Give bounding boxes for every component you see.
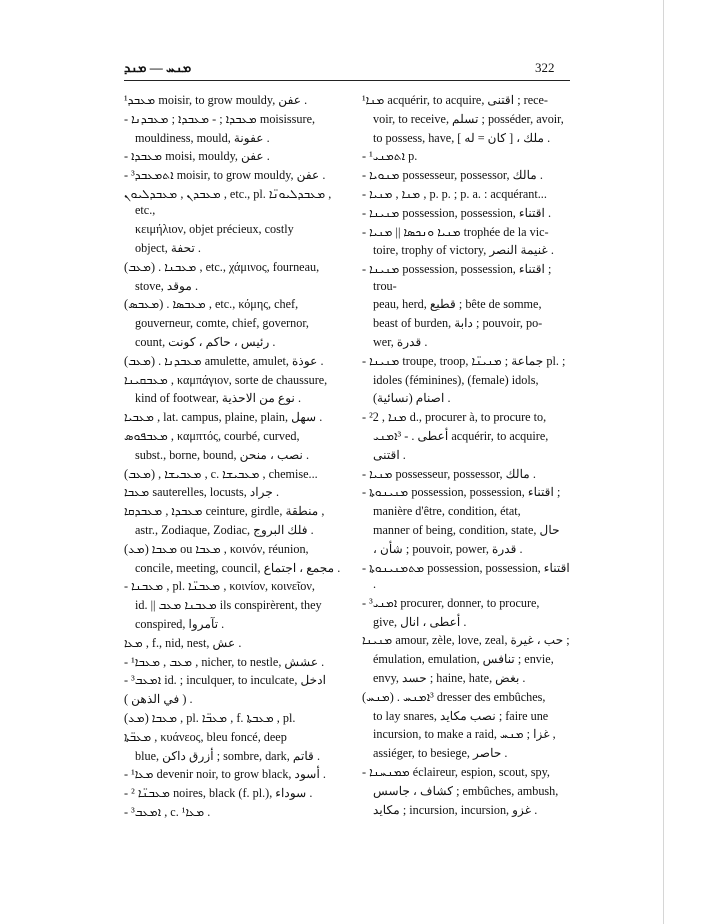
entry-line: (ܡܢܚ) . ³ܐܡܢܚ dresser des embûches, xyxy=(362,689,546,704)
entry-line: ܡܥܒܕܐ , ܡܥܒܕܩܐ ceinture, girdle, منطقة , xyxy=(124,504,325,519)
entry-line: (ܡܥ) ܡܥܒܐ , pl. ܡܥܒ̈ܐ , f. ܡܥܒܬܐ , pl. xyxy=(124,710,296,725)
entry-line: - ܡܢܐ , ܡܢܝܐ , p. p. ; p. a. : acquérant... xyxy=(362,186,547,201)
entry-line: - ܡܢܝܐ possesseur, possessor, مالك . xyxy=(362,466,536,481)
entry-line: count, رئيس ، حاكم ، كونت . xyxy=(135,334,276,349)
entry-line: mouldiness, mould, عفونة . xyxy=(135,130,270,145)
entry-line: - ܡܢܝܢܐ possession, possession, اقتناء ; trou- xyxy=(362,262,552,293)
entry-line: - ܡܡܢܚܢܐ éclaireur, espion, scout, spy, xyxy=(362,764,550,779)
entry-line: toire, trophy of victory, غنيمة النصر . xyxy=(373,243,554,258)
entry-line: اصنام (نسائية) . xyxy=(373,391,451,406)
entry-line: manière d'être, condition, état, xyxy=(373,504,521,519)
entry-line: peau, herd, قطيع ; bête de somme, xyxy=(373,297,542,312)
entry-line: émulation, emulation, تنافس ; envie, xyxy=(373,652,554,667)
entry-line: (ܡܥܒ) , ܡܥܒܝܫܐ , c. ܡܥܒܝܫܐ , chemise... xyxy=(124,466,318,481)
entry-line: - ¹ܡܥܒ , ܡܥܒܐ , nicher, to nestle, عشش . xyxy=(124,654,325,669)
entry-line: envy, حسد ; haine, hate, بغض . xyxy=(373,670,526,685)
entry-line: kind of footwear, نوع من الاحذية . xyxy=(135,391,301,406)
entry-line: - ³ܐܬܡܥܒܕ moisir, to grow mouldy, عفن . xyxy=(124,168,326,183)
entry-line: - ܡܢܝܢܐ possession, possession, اقتناء . xyxy=(362,205,552,220)
entry-line: object, تحفة . xyxy=(135,240,201,255)
entry-line: subst., borne, bound, نصب ، منحن . xyxy=(135,447,310,462)
page-number: 322 xyxy=(535,60,555,75)
entry-line: - ܡܢܝܐ ܘܢܟܣܐ || ܡܢܝܐ trophée de la vic- xyxy=(362,224,549,239)
running-head: ܡܢܚ — ܡܢܕ xyxy=(124,60,192,75)
entry-line: assiéger, to besiege, حاصر . xyxy=(373,746,508,761)
left-column xyxy=(124,92,349,823)
entry-line: ܡܥܒܝܐ , lat. campus, plaine, plain, سهل . xyxy=(124,410,323,425)
entry-line: κειμήλιον, objet précieux, costly xyxy=(135,222,294,237)
page-edge-line xyxy=(663,0,664,924)
entry-line: أعطى . - ³ܐܡܢܝ acquérir, to acquire, xyxy=(373,428,549,443)
entry-line: stove, موقد . xyxy=(135,278,198,293)
entry-line: - ¹ܐܬܡܢܝ p. xyxy=(362,149,418,164)
entry-line: to possess, have, [ كان = له ] ، ملك . xyxy=(373,130,551,145)
entry-line: ܡܥܒ̈ܬܐ , κυάνεος, bleu foncé, deep xyxy=(124,729,287,744)
entry-line: اقتنى . xyxy=(373,447,406,462)
entry-line: voir, to receive, تسلم ; posséder, avoir, xyxy=(373,111,564,126)
entry-line: gouverneur, comte, chief, governor, xyxy=(135,316,309,331)
entry-line: (ܡܥܒ) . ܡܥܒܕܢܐ amulette, amulet, عوذة . xyxy=(124,353,324,368)
entry-line: - ܡܥܒܕܐ ; - ܡܥܒܕܐ ; ܡܥܒܕܢܐ moisissure, xyxy=(124,111,316,126)
entry-line: ܡܥܒܕܢ , ܡܥܒܕܠܝܘܢ , etc., pl. ܡܥܒܕܠܝܘܢ̈ܐ , etc., xyxy=(124,186,332,218)
entry-line: ܡܥܐ , f., nid, nest, عش . xyxy=(124,635,242,650)
entry-line: conspired, تآمروا . xyxy=(135,616,225,631)
entry-line: - ܡܢܝܢܐ troupe, troop, جماعة ; ܡܢܝܢ̈ܐ pl. ; xyxy=(362,353,566,368)
entry-line: - ܡܢܘܝܐ possesseur, possessor, مالك . xyxy=(362,168,543,183)
entry-line: - ² ܡܥܒܢ̈ܐ noires, black (f. pl.), سوداء . xyxy=(124,786,313,801)
entry-line: incursion, to make a raid, غزا ; ܡܢܚ , xyxy=(373,727,556,742)
entry-line: ܡܢܝܢܐ amour, zèle, love, zeal, حب ، غيرة ; xyxy=(362,633,570,648)
entry-line: مكايد ; incursion, incursion, غزو . xyxy=(373,802,538,817)
right-column xyxy=(362,92,572,820)
entry-line: (ܡܥܒܣ) . ܡܥܒܣܐ , etc., κόμης, chef, xyxy=(124,297,299,312)
entry-line: - ܡܥܒܕܐ moisi, mouldy, عفن . xyxy=(124,149,270,164)
entry-line: كشاف ، جاسس ; embûches, ambush, xyxy=(373,783,559,798)
entry-line: (ܡܥ) ܡܥܒܐ ou ܡܥܒܐ , κοινόν, réunion, xyxy=(124,541,309,556)
entry-line: give, أعطى ، انال . xyxy=(373,614,467,629)
entry-line: - ³ܐܡܢܝ procurer, donner, to procure, xyxy=(362,595,540,610)
entry-line: ܡܥܒܩܝܢܐ , καμπάγιον, sorte de chaussure, xyxy=(124,372,328,387)
entry-line: - ³ܐܡܥܒ , c. ¹ܡܥܐ . xyxy=(124,804,211,819)
entry-line: - ܡܥܒܢܐ , pl. ܡܥܒܢ̈ܐ , κοινίον, κοινεῖον, xyxy=(124,579,315,594)
entry-line: manner of being, condition, state, حال xyxy=(373,522,560,537)
entry-line: idoles (féminines), (female) idols, xyxy=(373,372,539,387)
entry-line: blue, أزرق داكن ; sombre, dark, قاتم . xyxy=(135,748,320,763)
entry-line: (ܡܥܒ) . ܡܥܒܢܐ , etc., χάμινος, fourneau, xyxy=(124,259,320,274)
entry-line: ¹ܡܢܐ acquérir, to acquire, اقتنى ; rece- xyxy=(362,93,548,107)
entry-line: - ²ܡܢܐ , 2 d., procurer à, to procure to, xyxy=(362,410,547,425)
entry-line: - ܡܬܡܢܝܢܘܬܐ possession, possession, اقتناء . xyxy=(362,560,570,591)
header-rule xyxy=(124,80,570,81)
entry-line: ܡܥܒܐ sauterelles, locusts, جراد . xyxy=(124,485,280,500)
entry-line: ¹ܡܥܒܕ moisir, to grow mouldy, عفن . xyxy=(124,93,308,107)
entry-line: - ³ܐܡܥܒ id. ; inculquer, to inculcate, ادخل xyxy=(124,673,327,688)
entry-line: wer, قدرة . xyxy=(373,334,428,349)
entry-line: to lay snares, نصب مكايد ; faire une xyxy=(373,708,549,723)
entry-line: beast of burden, دابة ; pouvoir, po- xyxy=(373,316,543,331)
entry-line: concile, meeting, council, مجمع ، اجتماع . xyxy=(135,560,341,575)
entry-line: - ܡܢܝܢܘܬܐ possession, possession, اقتناء ; xyxy=(362,485,561,500)
entry-line: id. || ܡܥܒܢܐ ܡܥܒ ils conspirèrent, they xyxy=(135,598,322,613)
entry-line: astr., Zodiaque, Zodiac, فلك البروج . xyxy=(135,522,314,537)
entry-line: - ¹ܡܥܐ devenir noir, to grow black, أسود . xyxy=(124,767,326,782)
entry-line: ( في الذهن ) . xyxy=(124,692,193,707)
entry-line: ܡܥܒܦܘܣ , καμπτός, courbé, curved, xyxy=(124,428,300,443)
entry-line: ، شأن ; pouvoir, power, قدرة . xyxy=(373,541,523,556)
